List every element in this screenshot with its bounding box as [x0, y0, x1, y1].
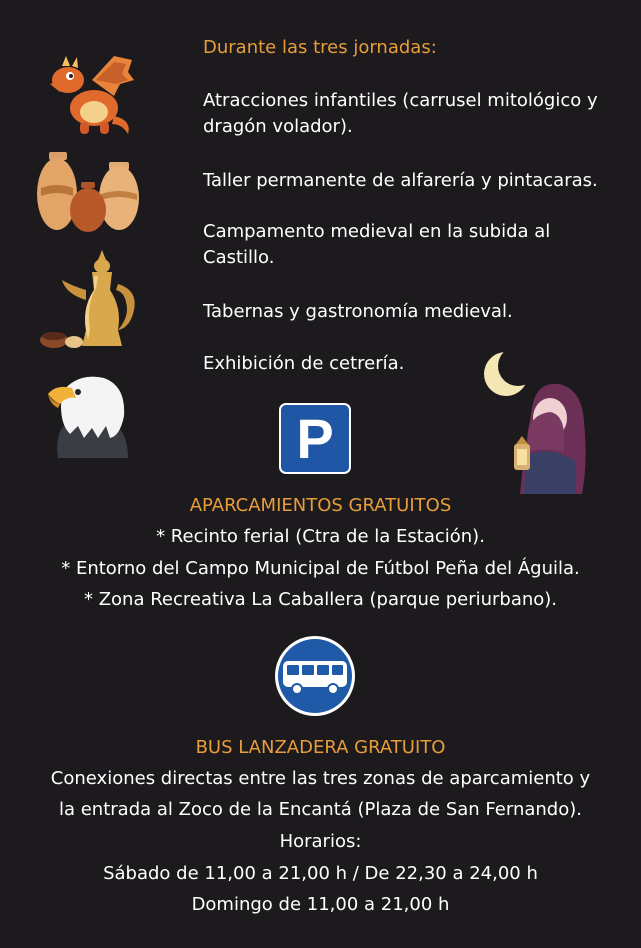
- dragon-icon: [44, 50, 136, 138]
- bus-line: Conexiones directas entre las tres zonas de aparcamiento y: [50, 768, 591, 789]
- parking-sign-letter: P: [296, 407, 334, 470]
- bus-schedule-saturday: Sábado de 11,00 a 21,00 h / De 22,30 a 24,00 h: [103, 863, 538, 884]
- parking-heading: APARCAMIENTOS GRATUITOS: [189, 495, 452, 516]
- activity-item: Exhibición de cetrería.: [203, 353, 405, 374]
- parking-line: * Zona Recreativa La Caballera (parque periurbano).: [83, 589, 558, 610]
- teapot-icon: [38, 250, 142, 354]
- pottery-icon: [35, 152, 141, 232]
- parking-icon: [279, 403, 351, 474]
- activity-item: Atracciones infantiles (carrusel mitológico y dragón volador).: [203, 90, 598, 137]
- activity-item: Tabernas y gastronomía medieval.: [203, 301, 513, 322]
- eagle-icon: [48, 372, 132, 458]
- bus-schedule-sunday: Domingo de 11,00 a 21,00 h: [191, 894, 450, 915]
- parking-line: * Recinto ferial (Ctra de la Estación).: [156, 526, 485, 547]
- bus-heading: BUS LANZADERA GRATUITO: [195, 737, 446, 758]
- moon-lantern-icon: [480, 352, 590, 498]
- bus-line: la entrada al Zoco de la Encantá (Plaza de San Fernando).: [58, 799, 582, 820]
- bus-icon: [273, 635, 357, 717]
- bus-schedule-label: Horarios:: [279, 831, 362, 852]
- activities-heading: Durante las tres jornadas:: [203, 37, 437, 58]
- activity-item: Taller permanente de alfarería y pintacaras.: [203, 170, 598, 191]
- parking-line: * Entorno del Campo Municipal de Fútbol Peña del Águila.: [61, 558, 580, 579]
- activity-item: Campamento medieval en la subida al Castillo.: [203, 221, 551, 268]
